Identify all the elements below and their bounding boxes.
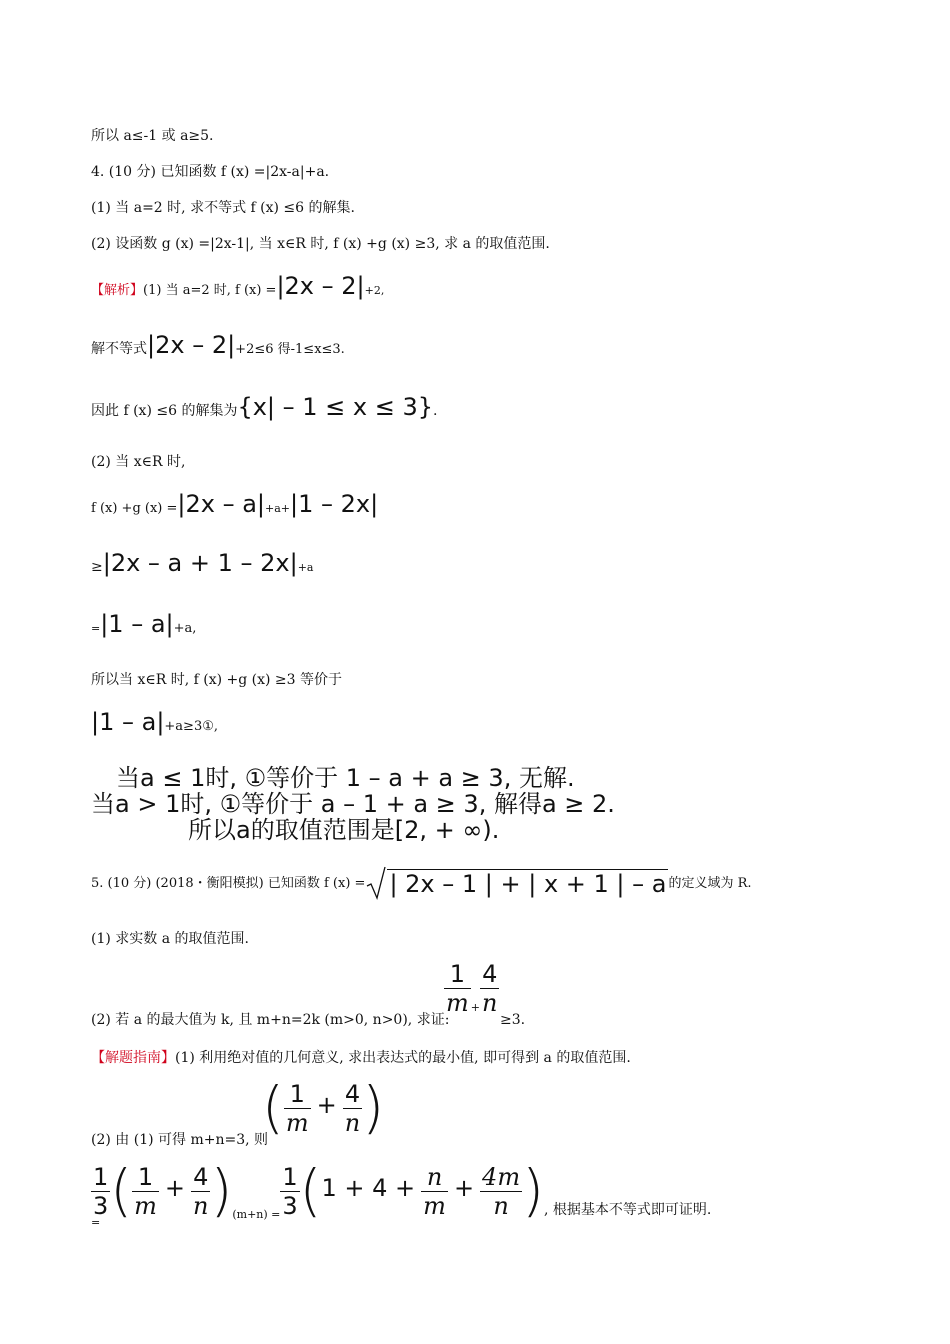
s7-math: |1 – a| — [100, 610, 174, 638]
s3-math: {x| – 1 ≤ x ≤ 3} — [237, 393, 434, 421]
fd-den: n — [493, 1192, 509, 1220]
frac2-den: n — [481, 989, 498, 1017]
frac-1-over-m — [444, 960, 471, 1017]
fc-den: m — [423, 1192, 446, 1220]
sqrt-body: | 2x – 1 | + | x + 1 | – a — [389, 869, 667, 898]
s6-tail: +a — [297, 561, 314, 574]
q5-title-text: 5. (10 分) (2018・衡阳模拟) 已知函数 f (x) = — [91, 876, 366, 891]
s5-math-2: |1 – 2x| — [290, 490, 379, 518]
formula-tail: , 根据基本不等式即可证明. — [543, 1202, 712, 1218]
guide-expression — [262, 1075, 385, 1141]
frac-plus: + — [470, 1001, 480, 1014]
frac-4-over-n — [480, 960, 499, 1017]
s9-tail: +a≥3①, — [164, 719, 218, 734]
fb-num: 4 — [191, 1163, 210, 1192]
conclusion-line: 所以 a≤-1 或 a≥5. — [91, 128, 214, 144]
formula-mid: (m+n) = — [232, 1208, 281, 1221]
solution-line-6 — [91, 549, 314, 577]
s5-mid: +a+ — [265, 502, 291, 515]
formula-frac-d — [480, 1163, 522, 1220]
solution-line-8: 所以当 x∈R 时, f (x) +g (x) ≥3 等价于 — [91, 672, 343, 688]
s7-tail: +a, — [173, 621, 197, 636]
expr-plus: + — [316, 1091, 337, 1119]
fb-den: n — [193, 1192, 209, 1220]
paren-right: ) — [362, 1075, 385, 1141]
s3-text: 因此 f (x) ≤6 的解集为 — [91, 403, 238, 419]
f-paren-r1: ) — [210, 1158, 233, 1224]
s2-text: 解不等式 — [91, 341, 147, 357]
formula-one-plus-four: 1 + 4 + — [321, 1174, 416, 1202]
third2-num: 1 — [282, 1163, 298, 1191]
expr-frac-b — [343, 1080, 362, 1137]
q5-part2: (2) 若 a 的最大值为 k, 且 m+n=2k (m>0, n>0), 求证: — [91, 1012, 450, 1028]
expr-a-den: m — [285, 1109, 309, 1137]
formula-third-1 — [91, 1163, 110, 1220]
s2-math: |2x – 2| — [147, 331, 236, 359]
q5-part1: (1) 求实数 a 的取值范围. — [91, 931, 249, 947]
formula-plus-2: + — [453, 1174, 475, 1202]
q4-part2: (2) 设函数 g (x) =|2x-1|, 当 x∈R 时, f (x) +g (x) ≥3, 求 a 的取值范围. — [91, 236, 550, 252]
fc-num: n — [421, 1163, 448, 1192]
fa-num: 1 — [132, 1163, 159, 1192]
q4-title: 4. (10 分) 已知函数 f (x) =|2x-a|+a. — [91, 164, 330, 180]
formula-plus-1: + — [164, 1174, 186, 1202]
case-line-2: 当a > 1时, ①等价于 a – 1 + a ≥ 3, 解得a ≥ 2. — [91, 790, 615, 818]
q5-fractions — [444, 960, 499, 1017]
q5-title-tail: 的定义域为 R. — [668, 876, 752, 891]
s5-math-1: |2x – a| — [177, 490, 266, 518]
sqrt-sign — [365, 866, 387, 900]
guide-tag: 【解题指南】 — [91, 1050, 175, 1066]
expr-a-num: 1 — [284, 1080, 311, 1109]
fa-den: m — [134, 1192, 157, 1220]
s6-math: |2x – a + 1 – 2x| — [102, 549, 298, 577]
s1-text: (1) 当 a=2 时, f (x) = — [143, 283, 277, 298]
s6-text: ≥ — [91, 559, 103, 575]
formula-eq-sign: = — [91, 1216, 101, 1229]
solution-line-1 — [91, 272, 384, 300]
frac1-num: 1 — [444, 960, 471, 989]
expr-b-num: 4 — [343, 1080, 362, 1109]
expr-b-den: n — [344, 1109, 361, 1137]
solution-tag: 【解析】 — [91, 283, 144, 298]
s1-math: |2x – 2| — [276, 272, 365, 300]
formula-frac-c — [421, 1163, 448, 1220]
s2-tail: +2≤6 得-1≤x≤3. — [235, 342, 345, 357]
third2-den: 3 — [282, 1192, 298, 1220]
q4-part1: (1) 当 a=2 时, 求不等式 f (x) ≤6 的解集. — [91, 200, 355, 216]
guide-formula — [91, 1158, 712, 1224]
solution-line-5 — [91, 490, 378, 518]
solution-line-7 — [91, 610, 196, 638]
s5-text: f (x) +g (x) = — [91, 501, 178, 516]
case-line-3: 所以a的取值范围是[2, + ∞). — [188, 816, 500, 844]
solution-line-2 — [91, 331, 345, 359]
fd-num: 4m — [482, 1163, 521, 1191]
s9-math: |1 – a| — [91, 708, 165, 736]
case-line-1: 当a ≤ 1时, ①等价于 1 – a + a ≥ 3, 无解. — [116, 764, 575, 792]
solution-line-4: (2) 当 x∈R 时, — [91, 454, 186, 470]
formula-frac-a — [132, 1163, 159, 1220]
sqrt-expression — [365, 866, 668, 900]
guide-text-1: (1) 利用绝对值的几何意义, 求出表达式的最小值, 即可得到 a 的取值范围. — [175, 1050, 631, 1066]
formula-third-2 — [280, 1163, 299, 1220]
third1-den: 3 — [93, 1192, 109, 1220]
f-paren-r2: ) — [522, 1158, 544, 1224]
f-paren-l2: ( — [299, 1158, 322, 1224]
frac1-den: m — [446, 989, 469, 1017]
f-paren-l1: ( — [110, 1158, 133, 1224]
s7-text: = — [91, 622, 101, 635]
guide-line-2: (2) 由 (1) 可得 m+n=3, 则 — [91, 1132, 269, 1148]
frac2-num: 4 — [480, 960, 499, 989]
guide-line-1 — [91, 1049, 631, 1067]
q5-title — [91, 866, 752, 900]
third1-num: 1 — [93, 1163, 109, 1191]
expr-frac-a — [284, 1080, 311, 1137]
solution-line-3 — [91, 393, 437, 421]
s3-tail: . — [433, 403, 438, 419]
formula-frac-b — [191, 1163, 210, 1220]
s1-tail: +2, — [364, 284, 385, 297]
solution-line-9 — [91, 708, 218, 736]
q5-part2-tail: ≥3. — [500, 1012, 526, 1028]
paren-left: ( — [262, 1075, 284, 1141]
